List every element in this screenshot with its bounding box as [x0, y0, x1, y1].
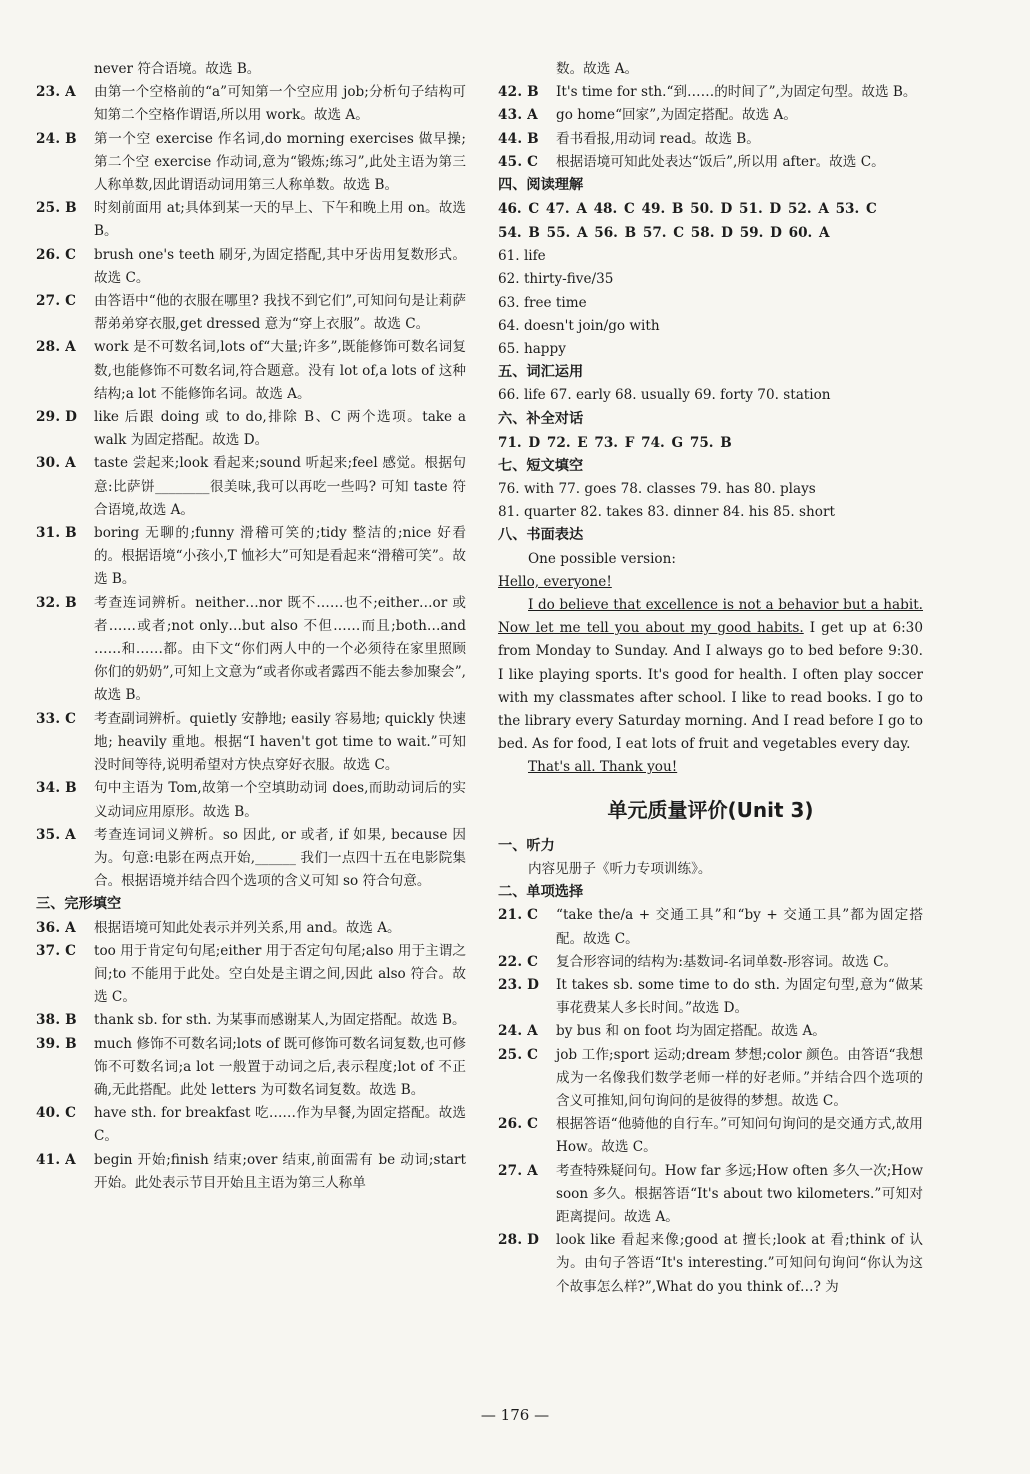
essay-greeting: Hello, everyone!	[498, 573, 612, 590]
answer-explanation: 看书看报,用动词 read。故选 B。	[556, 130, 760, 147]
answer-explanation: too 用于肯定句句尾;either 用于否定句句尾;also 用于主谓之间;to 不能用于此处。空白处是主谓之间,因此 also 符合。故选 C。	[94, 942, 466, 1006]
answer-explanation: 根据语境可知此处表达“饭后”,所以用 after。故选 C。	[556, 153, 885, 170]
answer-number: 27. A	[498, 1162, 538, 1179]
answer-item-36	[36, 917, 466, 940]
vocabulary-answers: 66. life 67. early 68. usually 69. forty 70. station	[498, 387, 831, 404]
reading-open-answer: 63. free time	[498, 294, 587, 311]
essay-closing-text: That's all. Thank you!	[528, 759, 678, 776]
answer-item-42	[498, 81, 923, 104]
answer-explanation: 考查连词辨析。neither…nor 既不……也不;either…or 或者……或者;not only…but also 不但……而且;both…and ……和……都。由下文“你们两人中的一个必须待在家里照顾你们的奶奶”,可知上文意为“或者你或者露西不能去参加聚会”,故选 B。	[94, 594, 466, 704]
answer-item-30	[36, 452, 466, 522]
answer-explanation: look like 看起来像;good at 擅长;look at 看;think of 认为。由句子答语“It's interesting.”可知问句询问“你认为这个故事怎么样?”,What do you think of…? 为	[556, 1232, 923, 1295]
answer-item-21	[498, 904, 923, 950]
continued-line: never 符合语境。故选 B。	[94, 61, 261, 77]
listening-note: 内容见册子《听力专项训练》。	[528, 860, 712, 877]
answer-explanation: job 工作;sport 运动;dream 梦想;color 颜色。由答语“我想成为一名像我们数学老师一样的好老师。”并结合四个选项的含义可推知,问句询问的是彼得的梦想。故选 C。	[556, 1046, 923, 1109]
answer-explanation: go home“回家”,为固定搭配。故选 A。	[556, 107, 797, 124]
answer-explanation: 根据语境可知此处表示并列关系,用 and。故选 A。	[94, 919, 401, 936]
answer-item-22	[498, 951, 923, 974]
answer-explanation: 复合形容词的结构为:基数词-名词单数-形容词。故选 C。	[556, 953, 898, 970]
answer-explanation: have sth. for breakfast 吃……作为早餐,为固定搭配。故选 C。	[94, 1105, 466, 1145]
essay-closing	[498, 756, 923, 779]
section-heading-writing: 八、书面表达	[498, 527, 584, 544]
answer-explanation: 考查连词词义辨析。so 因此, or 或者, if 如果, because 因为。句意:电影在两点开始,______ 我们一点四十五在电影院集合。根据语境并结合四个选项的含义可知 so 符合句意。	[94, 826, 466, 890]
answer-item-39	[36, 1033, 466, 1103]
answer-explanation: begin 开始;finish 结束;over 结束,前面需有 be 动词;start 开始。此处表示节目开始且主语为第三人称单	[94, 1151, 466, 1191]
answer-explanation: by bus 和 on foot 均为固定搭配。故选 A。	[556, 1023, 826, 1040]
essay-underlined-sentence-1: I do believe that excellence is not a behavior but a habit.	[528, 597, 923, 614]
answer-explanation: 根据答语“他骑他的自行车。”可知问句询问的是交通方式,故用 How。故选 C。	[556, 1116, 923, 1156]
answer-number: 28. A	[36, 339, 76, 356]
reading-open-answer: 64. doesn't join/go with	[498, 317, 660, 334]
passage-fill-answers-row-2: 81. quarter 82. takes 83. dinner 84. his 85. short	[498, 504, 835, 521]
answer-explanation: 考查副词辨析。quietly 安静地; easily 容易地; quickly 快速地; heavily 重地。根据“I haven't got time to wait.”可知没时间等待,说明希望对方快点穿好衣服。故选 C。	[94, 710, 466, 774]
answer-number: 31. B	[36, 525, 77, 542]
answer-item-25	[498, 1044, 923, 1114]
answer-item-40	[36, 1102, 466, 1148]
essay-underlined-sentence-2: Now let me tell you about my good habits.	[498, 620, 804, 637]
answer-item-25	[36, 197, 466, 243]
reading-answers-row-1: 46. C 47. A 48. C 49. B 50. D 51. D 52. A 53. C	[498, 201, 877, 218]
section-heading-passage-fill: 七、短文填空	[498, 457, 584, 474]
answer-number: 42. B	[498, 84, 539, 101]
answer-number: 41. A	[36, 1151, 76, 1168]
answer-item-23	[498, 974, 923, 1020]
answer-number: 25. B	[36, 200, 77, 217]
answer-explanation: like 后跟 doing 或 to do,排除 B、C 两个选项。take a walk 为固定搭配。故选 D。	[94, 409, 466, 449]
answer-number: 23. D	[498, 976, 540, 993]
section-heading-single-choice: 二、单项选择	[498, 884, 584, 901]
answer-number: 30. A	[36, 455, 76, 472]
section-heading-vocabulary: 五、词汇运用	[498, 364, 584, 381]
answer-number: 21. C	[498, 907, 539, 924]
answer-item-31	[36, 522, 466, 592]
answer-item-37	[36, 940, 466, 1010]
answer-item-27	[36, 290, 466, 336]
reading-open-answer: 65. happy	[498, 341, 566, 358]
answer-number: 22. C	[498, 953, 539, 970]
section-heading-cloze: 三、完形填空	[36, 896, 122, 913]
answer-explanation: 句中主语为 Tom,故第一个空填助动词 does,而助动词后的实义动词应用原形。故选 B。	[94, 780, 466, 820]
essay-body	[498, 594, 923, 756]
answer-item-24	[498, 1020, 923, 1043]
section-heading-listening: 一、听力	[498, 837, 555, 854]
answer-number: 40. C	[36, 1105, 77, 1122]
reading-answers-row-2: 54. B 55. A 56. B 57. C 58. D 59. D 60. A	[498, 225, 830, 242]
answer-number: 35. A	[36, 826, 76, 843]
answer-explanation: much 修饰不可数名词;lots of 既可修饰可数名词复数,也可修饰不可数名词;a lot 一般置于动词之后,表示程度;lot of 不正确,无此搭配。此处 letters 为可数名词复数。故选 B。	[94, 1035, 466, 1098]
answer-explanation: 时刻前面用 at;具体到某一天的早上、下午和晚上用 on。故选 B。	[94, 200, 466, 240]
dialogue-answers: 71. D 72. E 73. F 74. G 75. B	[498, 434, 732, 451]
answer-item-27	[498, 1160, 923, 1230]
answer-number: 37. C	[36, 942, 77, 959]
answer-item-29	[36, 406, 466, 452]
answer-number: 39. B	[36, 1035, 77, 1052]
right-column	[498, 58, 923, 1299]
answer-number: 33. C	[36, 710, 77, 727]
answer-explanation: It takes sb. some time to do sth. 为固定句型,意为“做某事花费某人多长时间。”故选 D。	[556, 976, 923, 1017]
answer-explanation: boring 无聊的;funny 滑稽可笑的;tidy 整洁的;nice 好看的。根据语境“小孩小,T 恤衫大”可知是看起来“滑稽可笑”。故选 B。	[94, 525, 466, 588]
answer-number: 34. B	[36, 780, 77, 797]
answer-number: 26. C	[36, 246, 77, 263]
page-number: — 176 —	[480, 1406, 550, 1424]
section-heading-reading: 四、阅读理解	[498, 177, 584, 194]
answer-number: 24. B	[36, 130, 77, 147]
passage-fill-answers-row-1: 76. with 77. goes 78. classes 79. has 80. plays	[498, 481, 816, 498]
answer-number: 25. C	[498, 1046, 539, 1063]
answer-item-44	[498, 128, 923, 151]
answer-item-33	[36, 708, 466, 778]
answer-item-32	[36, 592, 466, 708]
answer-explanation: brush one's teeth 刷牙,为固定搭配,其中牙齿用复数形式。故选 C。	[94, 246, 466, 286]
answer-item-45	[498, 151, 923, 174]
section-heading-dialogue: 六、补全对话	[498, 410, 584, 427]
answer-item-24	[36, 128, 466, 198]
answer-number: 43. A	[498, 107, 538, 124]
answer-item-35	[36, 824, 466, 894]
left-column	[36, 58, 466, 1195]
answer-item-26	[498, 1113, 923, 1159]
answer-item-38	[36, 1009, 466, 1032]
essay-lead: One possible version:	[528, 550, 676, 567]
essay-body-text: I get up at 6:30 from Monday to Sunday. And I always go to bed before 9:30. I like playing sports. It's good for health. I often play soccer with my classmates after school. I like to read books. I go to the library every Saturday morning. And I read before I go to bed. As for food, I eat lots of fruit and vegetables every day.	[498, 620, 923, 753]
answer-item-43	[498, 104, 923, 127]
answer-explanation: 由答语中“他的衣服在哪里? 我找不到它们”,可知问句是让莉萨帮弟弟穿衣服,get dressed 意为“穿上衣服”。故选 C。	[94, 293, 466, 333]
continued-line: 数。故选 A。	[556, 61, 639, 77]
answer-explanation: work 是不可数名词,lots of“大量;许多”,既能修饰可数名词复数,也能修饰不可数名词,符合题意。没有 lot of,a lots of 这种结构;a lot 不能修饰名词。故选 A。	[94, 339, 466, 402]
answer-number: 23. A	[36, 84, 76, 101]
answer-number: 38. B	[36, 1012, 77, 1029]
answer-explanation: taste 尝起来;look 看起来;sound 听起来;feel 感觉。根据句意:比萨饼________很美味,我可以再吃一些吗? 可知 taste 符合语境,故选 A。	[94, 455, 466, 518]
answer-explanation: 第一个空 exercise 作名词,do morning exercises 做早操;第二个空 exercise 作动词,意为“锻炼;练习”,此处主语为第三人称单数,因此谓语动词用第三人称单数。故选 B。	[94, 130, 466, 194]
answer-explanation: 考查特殊疑问句。How far 多远;How often 多久一次;How soon 多久。根据答语“It's about two kilometers.”可知对距离提问。故选 A。	[556, 1162, 923, 1225]
answer-explanation: thank sb. for sth. 为某事而感谢某人,为固定搭配。故选 B。	[94, 1012, 466, 1029]
answer-explanation: It's time for sth.“到……的时间了”,为固定句型。故选 B。	[556, 84, 917, 101]
answer-explanation: 由第一个空格前的“a”可知第一个空应用 job;分析句子结构可知第二个空格作谓语,所以用 work。故选 A。	[94, 84, 466, 124]
answer-item-23	[36, 81, 466, 127]
reading-open-answer: 61. life	[498, 248, 546, 265]
answer-number: 44. B	[498, 130, 539, 147]
answer-item-28	[36, 336, 466, 406]
answer-number: 32. B	[36, 594, 77, 611]
answer-item-41	[36, 1149, 466, 1195]
answer-number: 36. A	[36, 919, 76, 936]
answer-item-28	[498, 1229, 923, 1299]
answer-number: 24. A	[498, 1023, 538, 1040]
unit-title: 单元质量评价(Unit 3)	[607, 797, 814, 822]
answer-number: 27. C	[36, 293, 77, 310]
answer-number: 28. D	[498, 1232, 540, 1249]
answer-item-34	[36, 777, 466, 823]
answer-number: 45. C	[498, 153, 539, 170]
answer-number: 26. C	[498, 1116, 539, 1133]
reading-open-answer: 62. thirty-five/35	[498, 271, 614, 288]
answer-item-26	[36, 244, 466, 290]
answer-number: 29. D	[36, 409, 78, 426]
answer-explanation: “take the/a + 交通工具”和“by + 交通工具”都为固定搭配。故选 C。	[556, 907, 923, 947]
